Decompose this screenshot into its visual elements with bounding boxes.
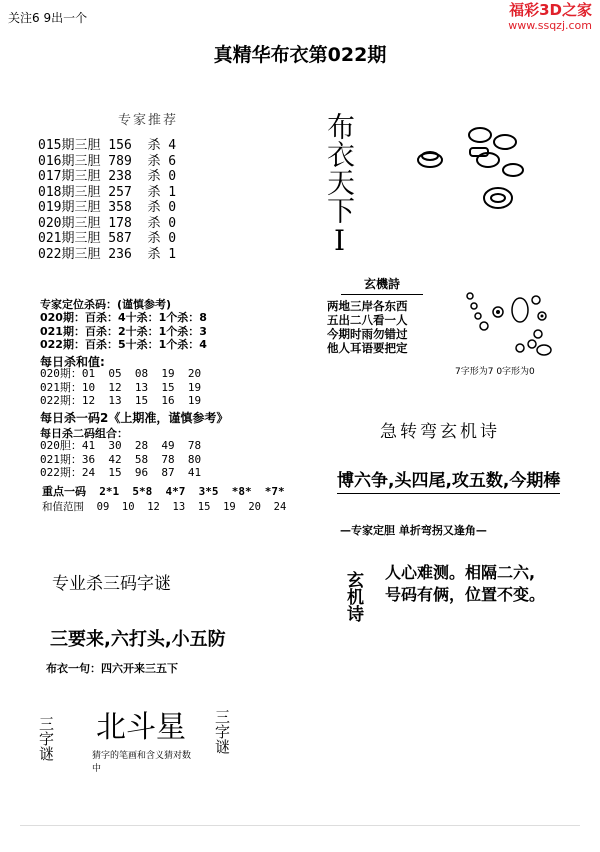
list-item: 018期三胆 257 杀 1 [38, 184, 177, 200]
sum-kill-title: 每日杀和值: [40, 355, 105, 369]
key-code-row: 重点一码 2*1 5*8 4*7 3*5 *8* *7* [42, 485, 285, 498]
poem-line: 他人耳语要把定 [327, 341, 408, 355]
beidou-note: 猜字的笔画和含义猜对数中 [92, 751, 192, 774]
list-item: 015期三胆 156 杀 4 [38, 138, 177, 153]
poem-line: 今期时雨勿错过 [327, 327, 408, 341]
brand-watermark [508, 2, 592, 34]
brand-title: 福彩3D之家 [509, 1, 592, 19]
poem-line: 两地三岸各东西 [327, 299, 408, 313]
brand-url: www.ssqzj.com [508, 19, 592, 32]
riddle-poem-title: 急转弯玄机诗 [380, 422, 500, 442]
list-item: 019期三胆 358 杀 0 [38, 200, 177, 215]
issue-title: 真精华布衣第022期 [213, 44, 387, 66]
position-kill-title: 专家定位杀码：(谨慎参考) [40, 298, 172, 311]
sum-range-row: 和值范围 09 10 12 13 15 19 20 24 [42, 501, 287, 513]
expert-reco-title: 专家推荐 [118, 113, 179, 128]
list-item: 020胆：41 30 28 49 78 [40, 439, 202, 452]
position-kill-list [40, 311, 207, 352]
poem-line: 五出二八看一人 [327, 313, 408, 327]
list-item: 022期：12 13 15 16 19 [40, 394, 202, 407]
renxin-poem [385, 562, 545, 606]
riddle3-title: 专业杀三码字谜 [52, 574, 171, 594]
beads-illustration [458, 282, 558, 362]
poem-line: 号码有俩，位置不变。 [385, 585, 546, 604]
list-item: 020期三胆 178 杀 0 [38, 215, 177, 231]
xuanji-label: 玄机诗 [343, 571, 363, 622]
list-item: 022期：24 15 96 87 41 [40, 466, 202, 479]
poem-lines [327, 299, 437, 355]
divider [20, 825, 580, 826]
list-item: 016期三胆 789 杀 6 [38, 153, 177, 169]
char-shape-notes: 7字形为7 0字形为0 [455, 367, 535, 377]
list-item: 020期：01 05 08 19 20 [40, 367, 202, 380]
three-char-label-left: 三字谜 [37, 716, 55, 761]
expert-reco-list [38, 138, 176, 262]
kill-two-list [40, 439, 201, 480]
kill-two-title: 每日杀二码组合： [40, 427, 128, 440]
list-item: 022期三胆 236 杀 1 [38, 246, 177, 262]
list-item: 021期：10 12 13 15 19 [40, 380, 202, 394]
buyi-tianxia: 布衣天下I [323, 112, 356, 257]
list-item: 021期三胆 587 杀 0 [38, 231, 177, 246]
beidou-riddle: 北斗星 [96, 710, 186, 745]
list-item: 021期：百杀：2十杀：1个杀：3 [40, 324, 207, 338]
buyi-line: 布衣一句：四六开来三五下 [46, 662, 178, 675]
list-item: 021期：36 42 58 78 80 [40, 452, 202, 466]
top-note: 关注6 9出一个 [8, 11, 88, 25]
poem-line: 人心难测。相隔二六, [385, 563, 536, 582]
coins-illustration [410, 120, 530, 240]
one-code-title: 每日杀一码2《上期准，谨慎参考》 [40, 411, 229, 425]
list-item: 020期：百杀：4十杀：1个杀：8 [40, 311, 207, 324]
poem-title: 玄機詩 [341, 275, 423, 295]
bolu-line: 博六争,头四尾,攻五数,今期棒 [337, 466, 560, 494]
list-item: 022期：百杀：5十杀：1个杀：4 [40, 338, 207, 351]
list-item: 017期三胆 238 杀 0 [38, 169, 177, 184]
three-char-label-right: 三字谜 [213, 709, 231, 754]
poem-box [327, 275, 437, 355]
riddle3-text: 三要来,六打头,小五防 [50, 629, 226, 650]
sum-kill-list [40, 367, 201, 408]
expert-dan-line: —专家定胆 单折弯拐又逢角— [340, 524, 487, 537]
